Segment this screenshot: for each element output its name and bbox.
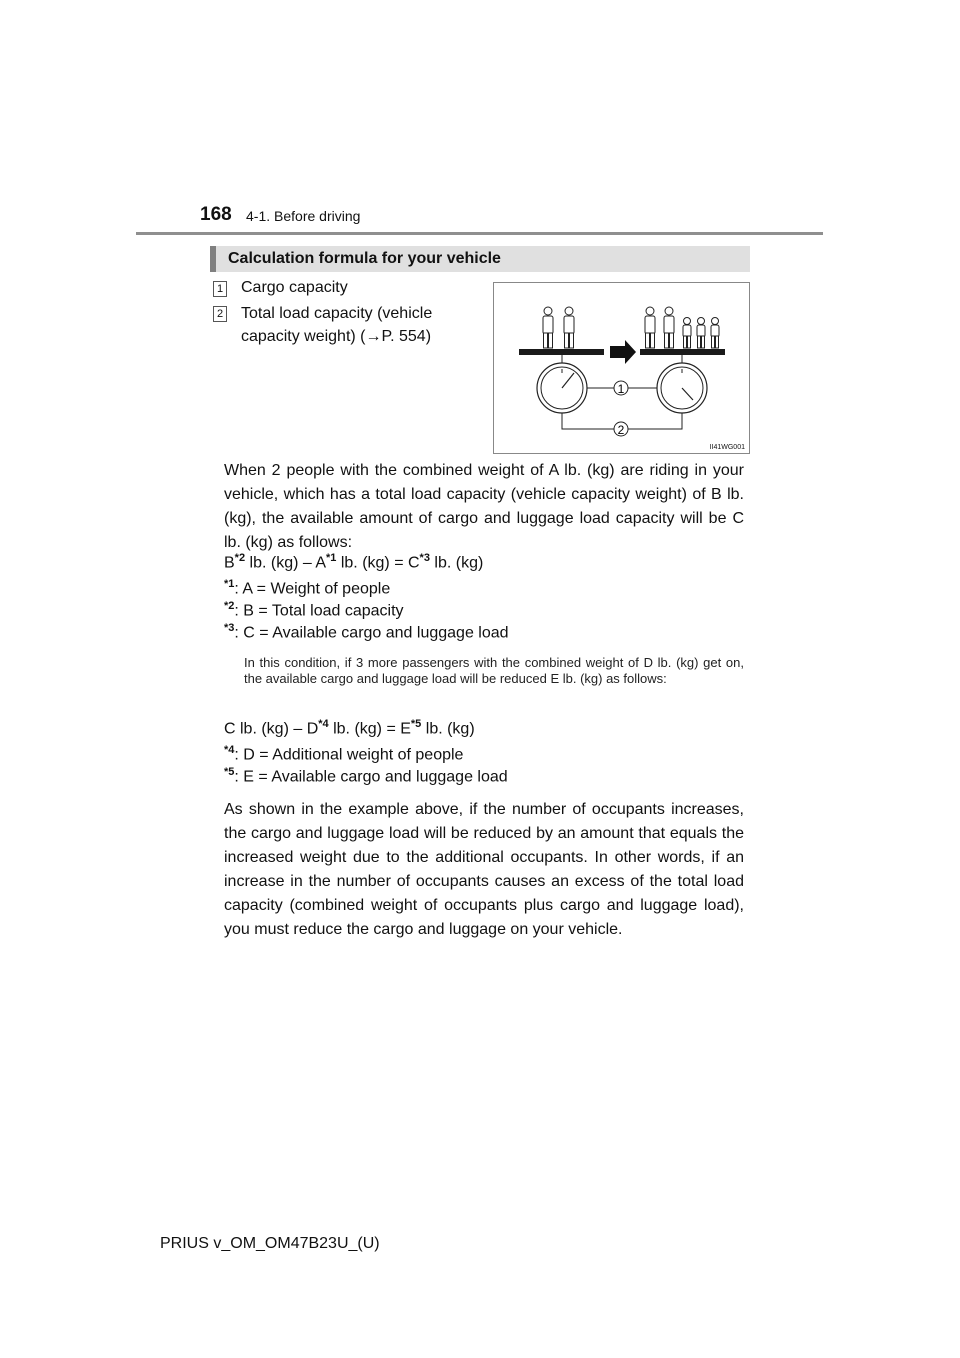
formula2-mid: lb. (kg) = E — [328, 720, 411, 738]
load-diagram-svg — [494, 283, 749, 453]
right-platform — [640, 349, 725, 355]
right-child-1 — [683, 318, 691, 349]
paragraph-additional-passengers: In this condition, if 3 more passengers with the combined weight of D lb. (kg) get on, the available cargo and luggage load will be reduced E lb. (kg) as follows: — [244, 655, 744, 686]
right-person-2 — [664, 307, 674, 348]
right-scale-dial — [657, 363, 707, 413]
item-number-2: 2 — [213, 306, 227, 322]
header-rule — [136, 232, 823, 235]
formula2-end: lb. (kg) — [421, 720, 475, 738]
section-title: Calculation formula for your vehicle — [228, 250, 501, 267]
formula-mid1: lb. (kg) – A — [245, 554, 326, 572]
formula2-d-sup: *4 — [318, 718, 329, 730]
formula2-e-sup: *5 — [410, 718, 422, 730]
note-e: $^{*5}$: E = Available cargo and luggage load — [224, 766, 508, 786]
right-child-3 — [711, 318, 719, 349]
paragraph-intro: When 2 people with the combined weight of A lb. (kg) are riding in your vehicle, which has a total load capacity (vehicle capacity weight) of B lb. (kg), the available amount of cargo and luggage load capacity will be C lb. (kg) as follows: — [224, 462, 744, 551]
note-a: $^{*1}$: A = Weight of people — [224, 578, 391, 598]
formula-end: lb. (kg) — [429, 554, 484, 572]
paragraph-conclusion: As shown in the example above, if the number of occupants increases, the cargo and luggage load will be reduced by an amount that equals the increased weight due to the additional occupants. In other words, if an increase in the number of occupants causes an excess of the total load capacity (combined weight of occupants plus cargo and luggage load), you must reduce the cargo and luggage on your vehicle. — [224, 801, 744, 938]
note-d: $^{*4}$: D = Additional weight of people — [224, 744, 464, 764]
left-person-1 — [543, 307, 553, 348]
section-title-bar — [210, 246, 750, 272]
item-text-total-load-line1: Total load capacity (vehicle — [241, 305, 433, 322]
formula-b-sup: *2 — [234, 552, 246, 564]
formula-b: B — [224, 554, 235, 572]
left-platform — [519, 349, 604, 355]
formula2-start: C lb. (kg) – D — [224, 720, 319, 738]
arrow-right-icon — [610, 340, 636, 364]
footer-doc-code: PRIUS v_OM_OM47B23U_(U) — [160, 1235, 380, 1252]
load-capacity-figure — [493, 282, 750, 454]
formula-reduced-load — [224, 718, 475, 738]
formula-a-sup: *1 — [326, 552, 337, 564]
left-person-2 — [564, 307, 574, 348]
formula-available-load — [224, 552, 483, 572]
page-number: 168 — [200, 204, 232, 225]
callout-1-label: 1 — [617, 382, 625, 396]
note-c: $^{*3}$: C = Available cargo and luggage load — [224, 622, 509, 642]
item-text-cargo-capacity: Cargo capacity — [241, 279, 348, 296]
right-person-1 — [645, 307, 655, 348]
bracket-2-right — [628, 413, 682, 429]
note-b: $^{*2}$: B = Total load capacity — [224, 600, 404, 620]
figure-code: II41WG001 — [709, 444, 745, 451]
left-scale-dial — [537, 363, 587, 413]
right-child-2 — [697, 318, 705, 349]
item-number-1: 1 — [213, 281, 227, 297]
bracket-2-left — [562, 413, 614, 429]
section-label: 4-1. Before driving — [246, 208, 361, 224]
formula-c-sup: *3 — [419, 552, 430, 564]
formula-mid2: lb. (kg) = C — [336, 554, 420, 572]
callout-2-label: 2 — [617, 423, 625, 437]
item-text-total-load-line2: capacity weight) (→P. 554) — [241, 328, 432, 345]
